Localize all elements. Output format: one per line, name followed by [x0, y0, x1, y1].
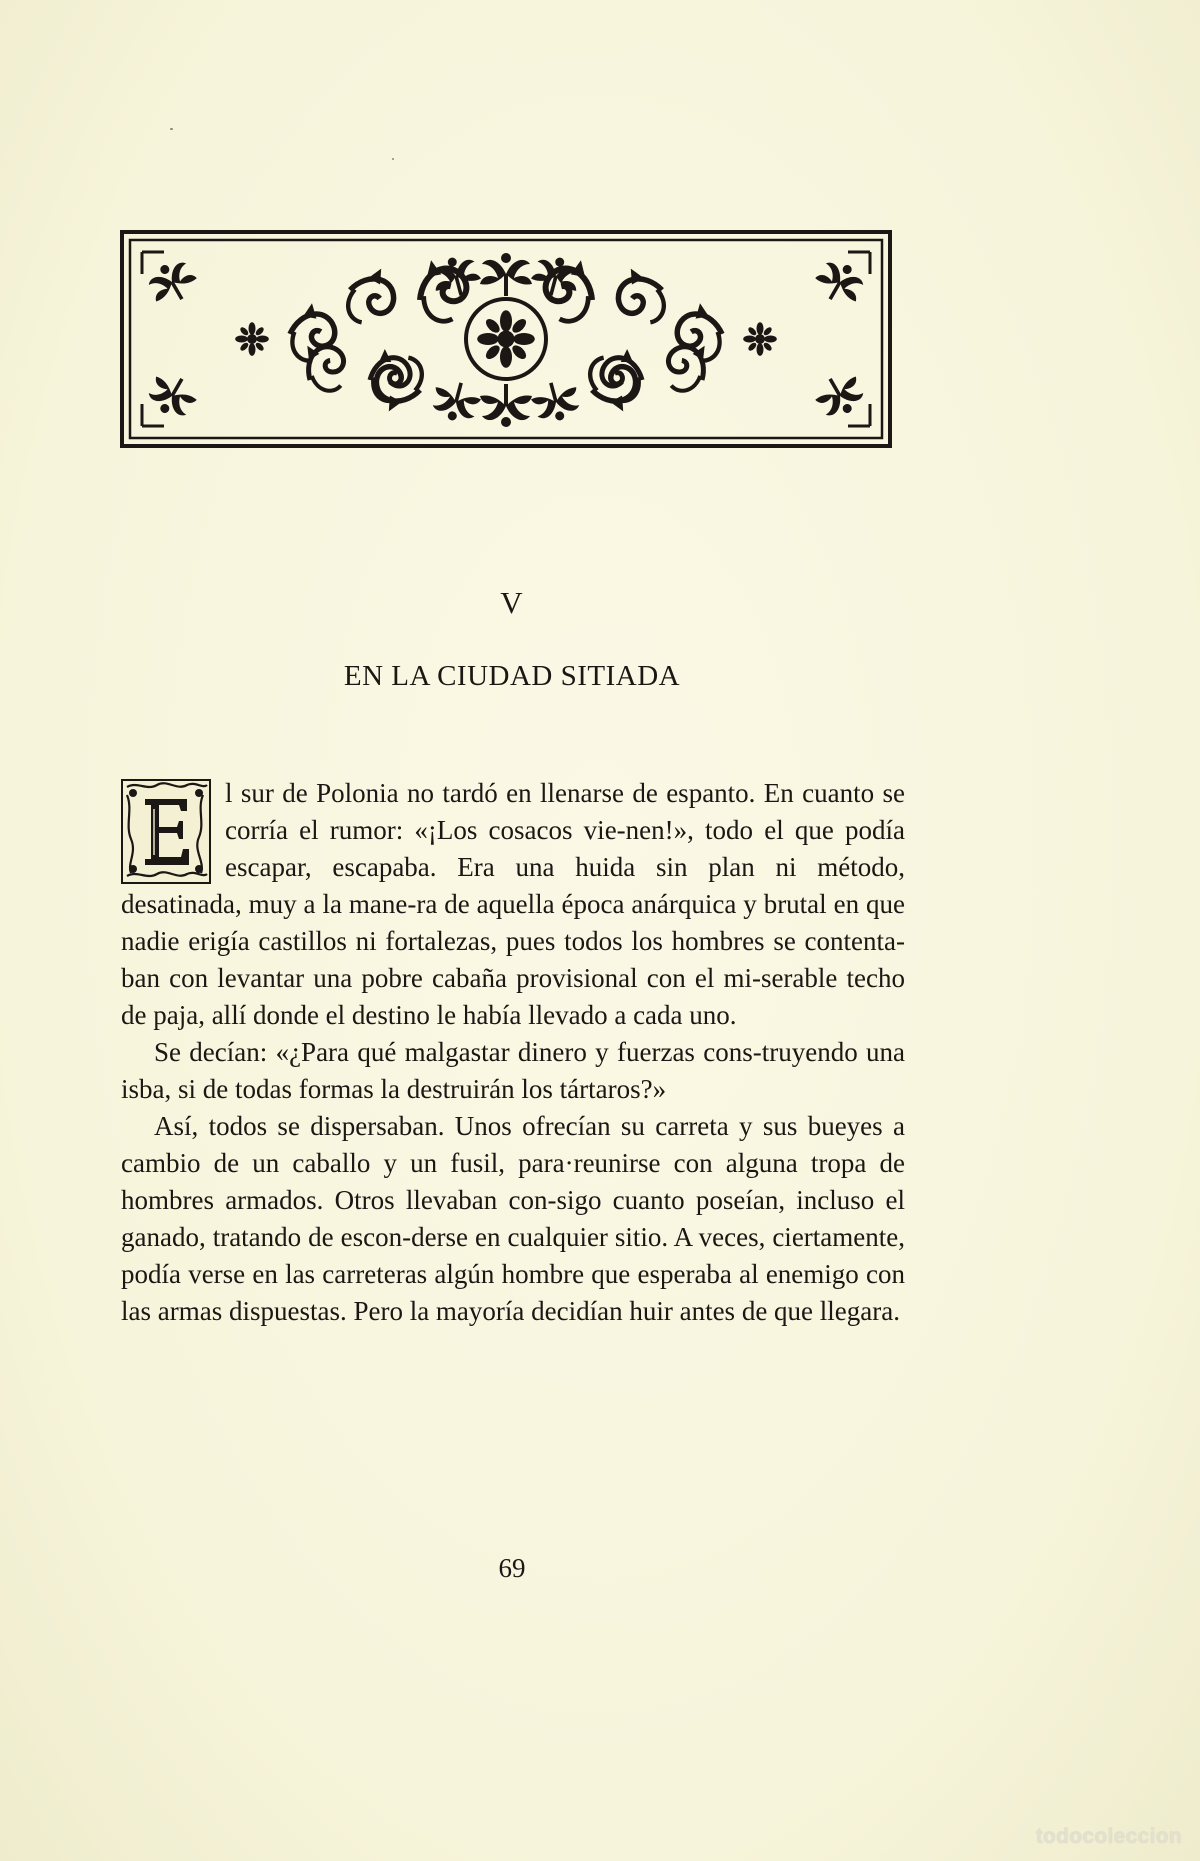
- paragraph-2: Se decían: «¿Para qué malgastar dinero y fuerzas cons-truyendo una isba, si de todas formas la destruirán los tártaros?»: [121, 1037, 905, 1104]
- chapter-number: V: [500, 585, 524, 620]
- paper-speck: [392, 158, 394, 160]
- paper-speck: [170, 128, 173, 130]
- ornamental-initial-e-icon: [121, 779, 211, 884]
- chapter-title: EN LA CIUDAD SITIADA: [343, 660, 681, 692]
- page-number: 69: [498, 1553, 526, 1583]
- paragraph-3: Así, todos se dispersaban. Unos ofrecían su carreta y sus bueyes a cambio de un caballo y un fusil, para·reunirse con alguna tropa de hombres armados. Otros llevaban con-sigo cuanto poseían, incluso el ganado, tratando de escon-derse en cualquier sitio. A veces, ciertamente, podía verse en las carreteras algún hombre que esperaba al enemigo con las armas dispuestas. Pero la mayoría decidían huir antes de que llegara.: [121, 1111, 905, 1326]
- watermark: todocoleccion: [1035, 1825, 1182, 1848]
- chapter-body: [121, 775, 905, 1330]
- floral-ornament-banner-icon: [120, 230, 892, 448]
- paragraph-1: l sur de Polonia no tardó en llenarse de espanto. En cuanto se corría el rumor: «¡Los cosacos vie-nen!», todo el que podía escapar, escapaba. Era una huida sin plan ni método, desatinada, muy a la mane-ra de aquella época anárquica y brutal en que nadie erigía castillos ni fortalezas, pues todos los hombres se contenta-ban con levantar una pobre cabaña provisional con el mi-serable techo de paja, allí donde el destino le había llevado a cada uno.: [121, 778, 905, 1030]
